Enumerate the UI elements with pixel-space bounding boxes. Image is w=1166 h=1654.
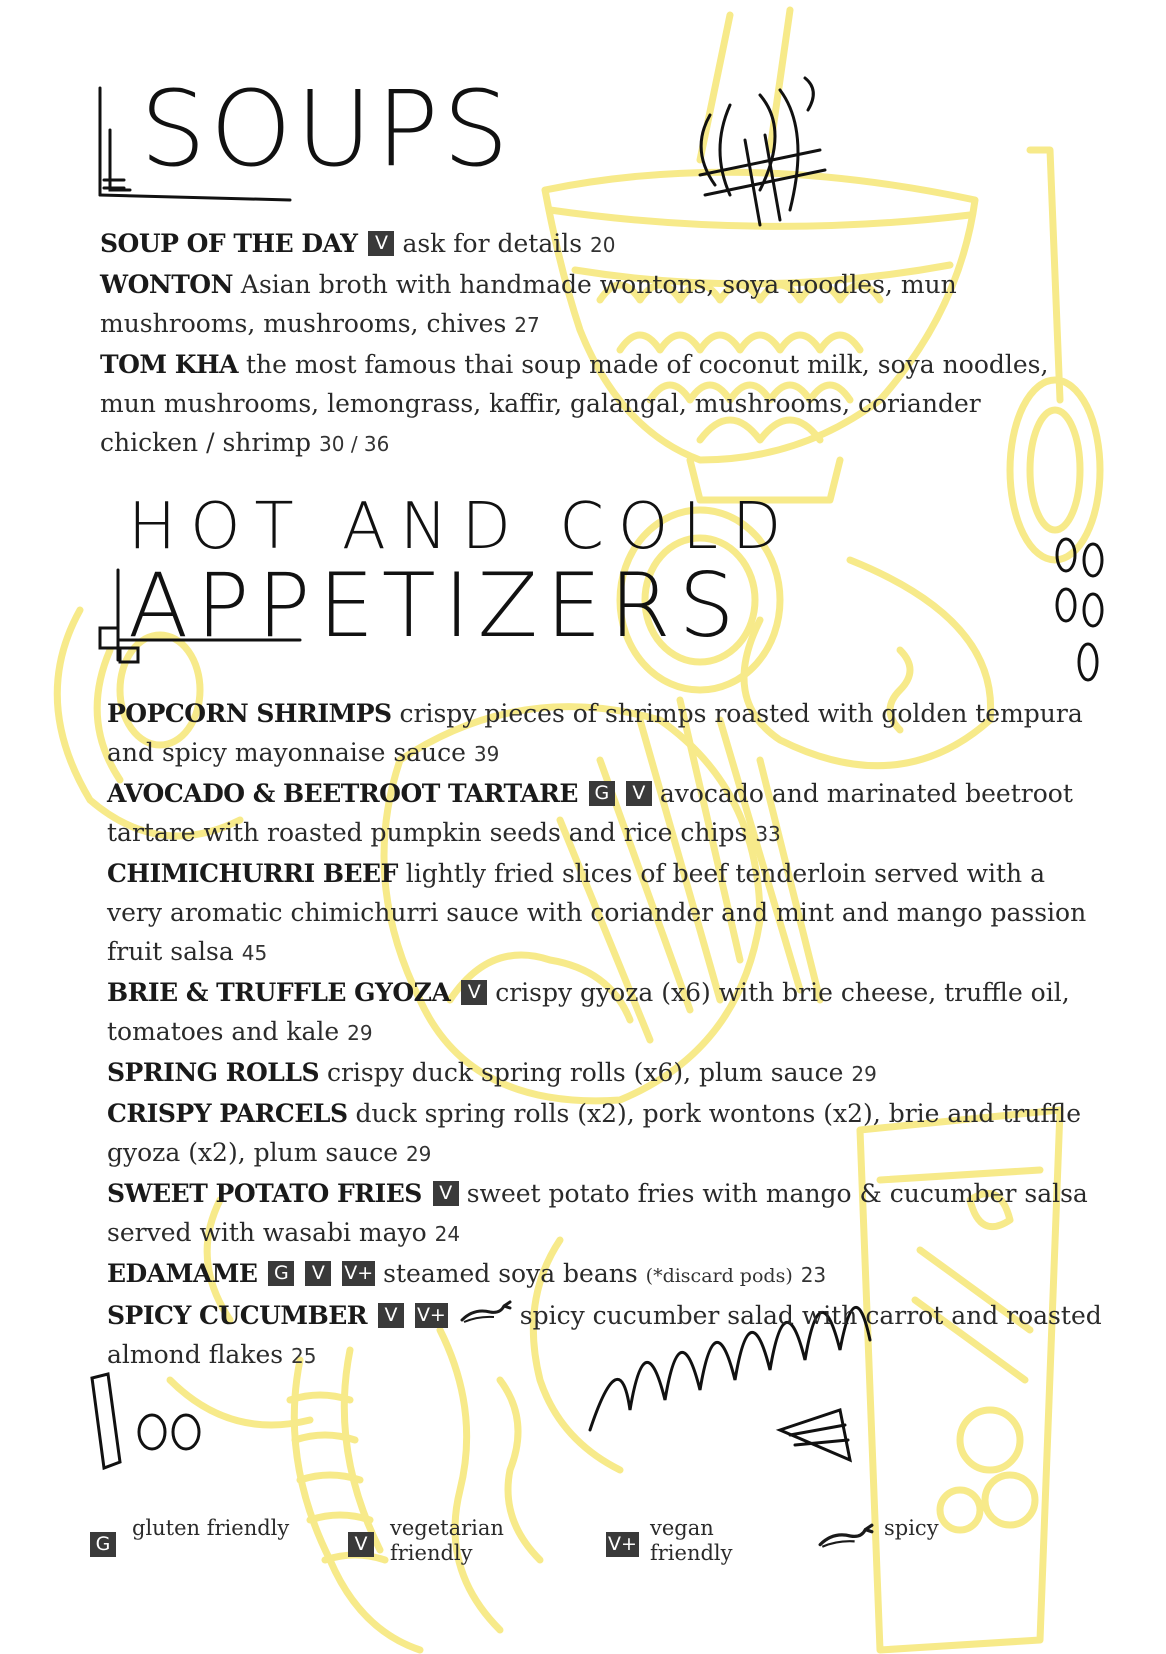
item-price: 33 (755, 822, 781, 846)
menu-item (107, 973, 1107, 1053)
item-description: duck spring rolls (x2), pork wontons (x2), brie and truffle gyoza (x2), plum sauce (107, 1099, 1082, 1167)
item-name: SPRING ROLLS (107, 1058, 319, 1087)
legend-label: vegetarian friendly (390, 1516, 504, 1565)
legend-label: spicy (884, 1516, 939, 1540)
item-name: CRISPY PARCELS (107, 1099, 348, 1128)
soups-list (100, 224, 1080, 464)
item-name: SWEET POTATO FRIES (107, 1179, 422, 1208)
vegan-badge: V+ (608, 1533, 637, 1555)
chili-icon (460, 1296, 512, 1335)
vegetarian-badge: V (461, 980, 487, 1005)
menu-item (107, 1053, 1107, 1094)
item-name: CHIMICHURRI BEEF (107, 859, 398, 888)
appetizers-heading-line2: APPETIZERS (128, 554, 743, 657)
vegetarian-badge: V (378, 1303, 404, 1328)
menu-item (100, 265, 1080, 345)
item-description: crispy pieces of shrimps roasted with golden tempura and spicy mayonnaise sauce (107, 699, 1083, 767)
vegetarian-badge: V (305, 1261, 331, 1286)
appetizers-list (107, 694, 1107, 1376)
item-price: 29 (347, 1021, 373, 1045)
item-description: spicy cucumber salad with carrot and roasted almond flakes (107, 1301, 1102, 1369)
item-description: the most famous thai soup made of coconut milk, soya noodles, mun mushrooms, lemongrass, kaffir, galangal, mushrooms, coriander chicken / shrimp (100, 350, 1049, 457)
vegetarian-badge: V (348, 1532, 374, 1557)
legend-label: gluten friendly (132, 1516, 290, 1540)
menu-item (100, 345, 1080, 464)
chili-icon (818, 1522, 874, 1556)
item-description: lightly fried slices of beef tenderloin served with a very aromatic chimichurri sauce with coriander and mint and mango passion fruit salsa (107, 859, 1087, 966)
vegan-badge: V+ (344, 1262, 374, 1284)
gluten-free-badge: G (90, 1532, 116, 1557)
item-description: ask for details (402, 229, 583, 258)
appetizers-heading-line1: HOT AND COLD (128, 490, 796, 564)
item-price: 25 (291, 1344, 317, 1368)
item-name: BRIE & TRUFFLE GYOZA (107, 978, 451, 1007)
menu-item (107, 1174, 1107, 1254)
menu-item (107, 854, 1107, 973)
item-name: SPICY CUCUMBER (107, 1301, 368, 1330)
item-price: 24 (434, 1222, 461, 1246)
gluten-free-badge: G (268, 1261, 294, 1286)
menu-item (107, 694, 1107, 774)
item-name: EDAMAME (107, 1259, 258, 1288)
item-description: crispy gyoza (x6) with brie cheese, truffle oil, tomatoes and kale (107, 978, 1070, 1046)
item-price: 27 (514, 313, 540, 337)
vegetarian-badge: V (433, 1181, 459, 1206)
item-price: 30 / 36 (319, 432, 390, 456)
vegan-badge: V+ (416, 1304, 446, 1326)
item-name: AVOCADO & BEETROOT TARTARE (107, 779, 578, 808)
soups-heading: SOUPS (140, 68, 513, 190)
item-price: 29 (405, 1142, 432, 1166)
gluten-free-badge: G (589, 781, 615, 806)
item-name: WONTON (100, 270, 233, 299)
vegetarian-badge: V (626, 781, 652, 806)
menu-item (107, 1254, 1107, 1296)
item-description: crispy duck spring rolls (x6), plum sauce (326, 1058, 844, 1087)
item-price: 29 (851, 1062, 877, 1086)
item-name: POPCORN SHRIMPS (107, 699, 392, 728)
item-price: 23 (800, 1263, 827, 1287)
item-price: 45 (241, 941, 268, 965)
item-description: sweet potato fries with mango & cucumber salsa served with wasabi mayo (107, 1179, 1088, 1247)
menu-item (107, 1094, 1107, 1174)
item-price: 20 (590, 233, 616, 257)
menu-item (107, 1296, 1107, 1376)
menu-item (100, 224, 1080, 265)
item-description: steamed soya beans (383, 1259, 638, 1288)
menu-item (107, 774, 1107, 854)
item-description: Asian broth with handmade wontons, soya noodles, mun mushrooms, mushrooms, chives (100, 270, 957, 338)
item-price: 39 (473, 742, 500, 766)
item-note: (*discard pods) (645, 1265, 793, 1287)
item-description: avocado and marinated beetroot tartare with roasted pumpkin seeds and rice chips (107, 779, 1073, 847)
item-name: TOM KHA (100, 350, 239, 379)
legend-label: vegan friendly (650, 1516, 733, 1565)
item-name: SOUP OF THE DAY (100, 229, 358, 258)
vegetarian-badge: V (368, 231, 394, 256)
